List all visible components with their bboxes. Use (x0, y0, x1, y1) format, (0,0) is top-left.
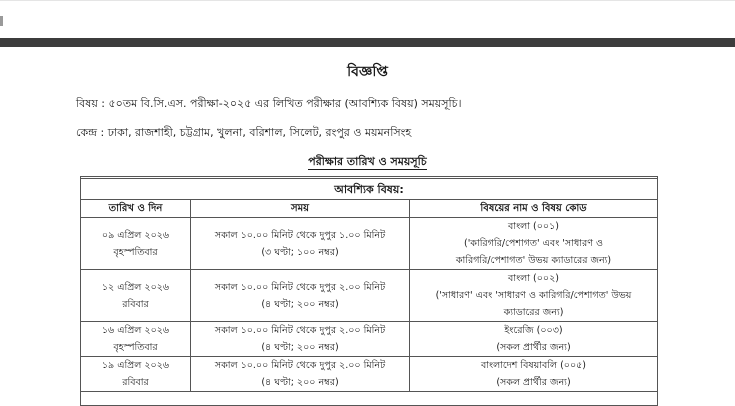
centre-line (76, 124, 411, 143)
table-row (81, 357, 658, 392)
duration-marks: (৩ ঘণ্টা; ১০০ নম্বর) (261, 246, 339, 258)
centre-label: কেন্দ্র : (76, 126, 105, 139)
subject-label: বিষয় : (76, 97, 106, 110)
subject-name: বাংলা (০০১) (508, 221, 559, 232)
date-text: ১৯ এপ্রিল ২০২৬ (101, 360, 170, 371)
time-cell (191, 218, 410, 270)
date-text: ১৬ এপ্রিল ২০২৬ (101, 325, 170, 336)
time-range: সকাল ১০.০০ মিনিট থেকে দুপুর ১.০০ মিনিট (214, 229, 386, 241)
date-text: ১২ এপ্রিল ২০২৬ (101, 281, 170, 293)
header-date: তারিখ ও দিন (81, 200, 191, 218)
table-caption: আবশ্যিক বিষয়: (81, 179, 658, 200)
window-top-border (0, 0, 735, 1)
schedule-heading-text: পরীক্ষার তারিখ ও সময়সূচি (308, 155, 427, 168)
date-cell (81, 218, 191, 270)
table-row (81, 270, 658, 322)
day-text: রবিবার (122, 377, 149, 388)
notice-title: বিজ্ঞপ্তি (347, 64, 388, 80)
day-text: বৃহস্পতিবার (113, 342, 158, 353)
scroll-indicator[interactable] (0, 16, 3, 26)
subject-text: ৫০তম বি.সি.এস. পরীক্ষা-২০২৫ এর লিখিত পরীক্ষার (আবশ্যিক বিষয়) সময়সূচি। (108, 97, 462, 110)
header-subject: বিষয়ের নাম ও বিষয় কোড (410, 200, 658, 218)
schedule-table (80, 178, 658, 392)
subject-note: ('কারিগরি/পেশাগত' এবং 'সাধারণ ও (463, 238, 604, 249)
time-range: সকাল ১০.০০ মিনিট থেকে দুপুর ২.০০ মিনিট (214, 281, 386, 293)
time-range: সকাল ১০.০০ মিনিট থেকে দুপুর ২.০০ মিনিট (214, 325, 386, 336)
subject-cell (410, 357, 658, 392)
subject-name: বাংলা (০০২) (508, 273, 559, 284)
header-time: সময় (191, 200, 410, 218)
subject-note: ('সাধারণ' এবং 'সাধারণ ও কারিগরি/পেশাগত' উভয় (435, 290, 632, 301)
subject-line (76, 95, 462, 114)
subject-name: ইংরেজি (০০৩) (504, 325, 563, 336)
subject-note: কারিগরি/পেশাগত' উভয় ক্যাডারের জন্য) (455, 255, 612, 266)
date-cell (81, 270, 191, 322)
duration-marks: (৪ ঘণ্টা; ২০০ নম্বর) (261, 298, 339, 310)
date-cell (81, 322, 191, 357)
subject-note: (সকল প্রার্থীর জন্য) (496, 377, 571, 388)
date-text: ০৯ এপ্রিল ২০২৬ (101, 229, 170, 241)
table-row (81, 322, 658, 357)
subject-cell (410, 218, 658, 270)
time-cell (191, 270, 410, 322)
table-caption-row (81, 179, 658, 200)
time-cell (191, 357, 410, 392)
day-text: রবিবার (122, 298, 149, 310)
day-text: বৃহস্পতিবার (113, 246, 158, 258)
schedule-heading (0, 153, 735, 172)
subject-cell (410, 322, 658, 357)
time-range: সকাল ১০.০০ মিনিট থেকে দুপুর ২.০০ মিনিট (214, 360, 386, 371)
subject-name: বাংলাদেশ বিষয়াবলি (০০৫) (480, 360, 587, 371)
time-cell (191, 322, 410, 357)
subject-cell (410, 270, 658, 322)
table-header-row (81, 200, 658, 218)
date-cell (81, 357, 191, 392)
subject-note: ক্যাডারের জন্য) (503, 307, 564, 318)
duration-marks: (৪ ঘণ্টা; ২০০ নম্বর) (261, 377, 339, 388)
duration-marks: (৪ ঘণ্টা; ২০০ নম্বর) (261, 342, 339, 353)
subject-note: (সকল প্রার্থীর জন্য) (496, 342, 571, 353)
centre-text: ঢাকা, রাজশাহী, চট্টগ্রাম, খুলনা, বরিশাল, সিলেট, রংপুর ও ময়মনসিংহ (107, 126, 412, 139)
viewer-toolbar-bar (0, 38, 735, 47)
table-row (81, 218, 658, 270)
